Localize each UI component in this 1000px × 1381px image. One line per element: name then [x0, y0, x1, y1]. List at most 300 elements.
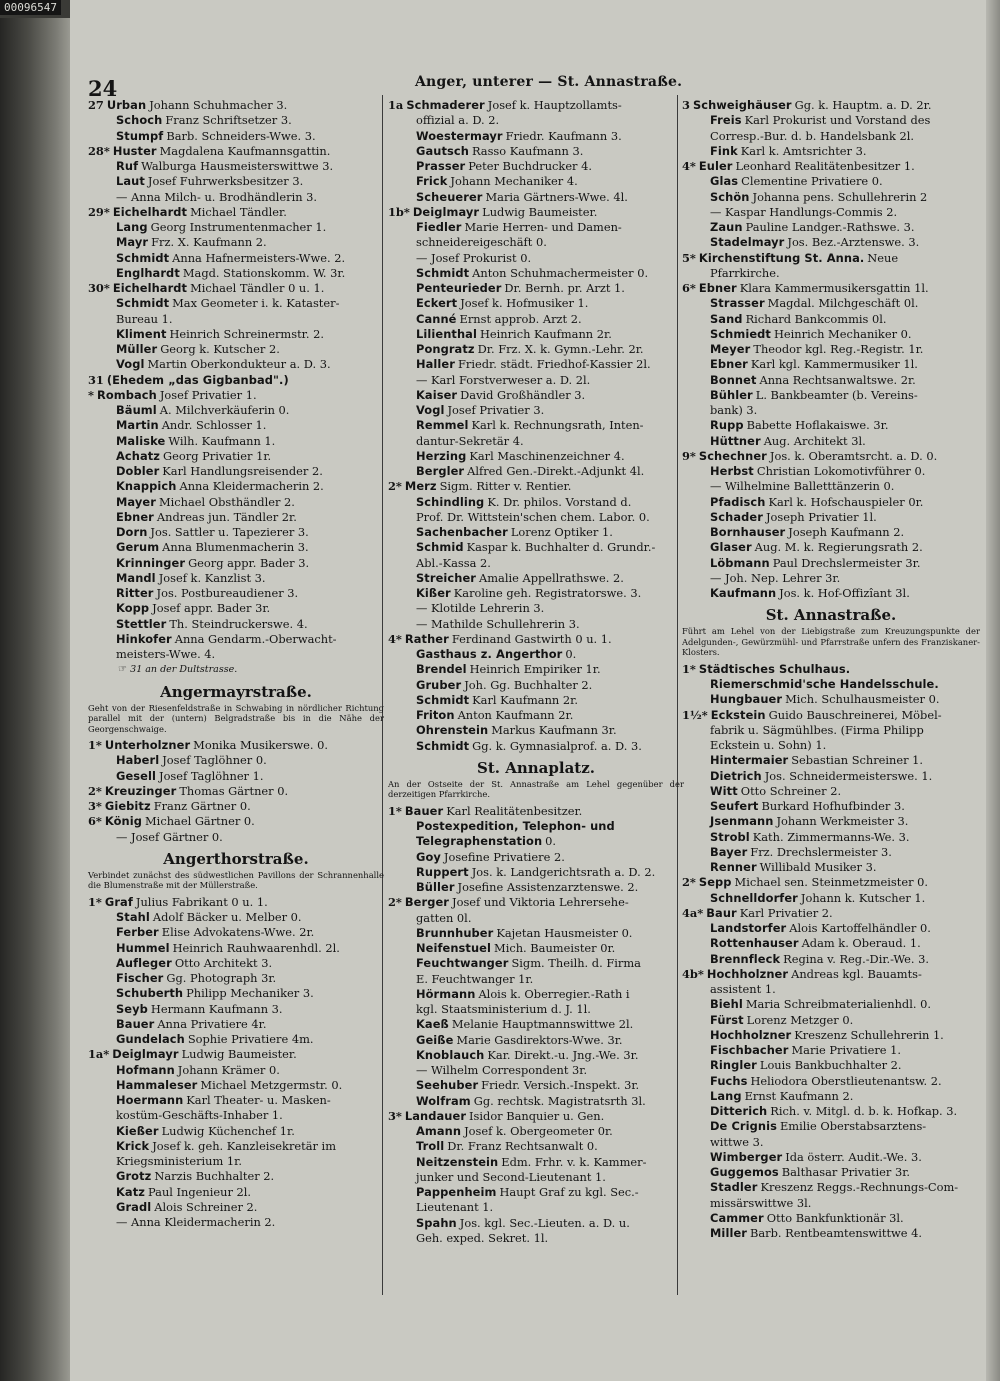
entry-details: Franz Gärtner 0.: [153, 799, 251, 813]
entry-details: Balthasar Privatier 3r.: [781, 1165, 911, 1179]
entry-surname: Bäuml: [116, 403, 157, 417]
entry-surname: Woestermayr: [416, 128, 503, 143]
entry-details: Anton Schuhmachermeister 0.: [472, 265, 649, 280]
entry-continuation: dantur-Sekretär 4.: [416, 433, 524, 448]
directory-entry: [388, 1139, 684, 1154]
entry-details: Michael sen. Steinmetzmeister 0.: [734, 875, 929, 890]
directory-entry: [388, 865, 684, 880]
directory-entry: [88, 799, 384, 814]
entry-surname: König: [104, 814, 143, 829]
entry-details: Karl Privatier 2.: [739, 905, 833, 920]
entry-continuation: missärswittwe 3l.: [710, 1195, 812, 1210]
directory-entry: [388, 739, 684, 754]
column-3: [682, 98, 980, 1241]
entry-details: Johann Krämer 0.: [177, 1062, 280, 1077]
entry-details: Karl k. Hofschauspieler 0r.: [768, 494, 924, 509]
entry-continuation: junker und Second-Lieutenant 1.: [416, 1169, 606, 1184]
directory-entry: [682, 662, 980, 677]
entry-details: Lorenz Optiker 1.: [510, 525, 613, 539]
entry-details: Kreszenz Reggs.-Rechnungs-Com-: [760, 1180, 959, 1195]
entry-details: Jos. kgl. Sec.-Lieuten. a. D. u.: [459, 1215, 630, 1230]
entry-details: Michael Metzgermstr. 0.: [200, 1077, 343, 1092]
entry-surname: Hochholzner: [710, 1027, 792, 1042]
directory-entry: [388, 926, 684, 941]
entry-surname: Miller: [710, 1226, 747, 1240]
directory-entry: [88, 617, 384, 632]
entry-details: Walburga Hausmeisterswittwe 3.: [141, 159, 334, 173]
entry-surname: Eichelhardt: [112, 204, 188, 219]
entry-details: Anna Blumenmacherin 3.: [162, 540, 309, 555]
house-number: 3*: [88, 799, 102, 813]
directory-entry: [388, 525, 684, 540]
entry-surname: Ritter: [116, 586, 154, 600]
entry-details: Sebastian Schreiner 1.: [791, 753, 924, 768]
directory-entry: [682, 1043, 980, 1058]
directory-entry: [388, 880, 684, 895]
directory-entry: [88, 479, 384, 494]
entry-surname: Dobler: [116, 464, 160, 478]
directory-entry: [388, 571, 684, 586]
entry-surname: Ruppert: [416, 864, 469, 879]
entry-details: Jos. Schneidermeisterswe. 1.: [764, 768, 933, 783]
directory-entry: [682, 845, 980, 860]
entry-surname: Martin: [116, 418, 159, 433]
entry-surname: Schuberth: [116, 986, 184, 1001]
directory-entry: [388, 327, 684, 342]
entry-surname: Cammer: [710, 1210, 764, 1225]
entry-continuation: — Anna Kleidermacherin 2.: [116, 1215, 276, 1229]
directory-entry: [88, 1002, 384, 1017]
directory-entry: [682, 251, 980, 266]
entry-details: Adam k. Oberaud. 1.: [801, 936, 921, 951]
entry-details: Mich. Schulhausmeister 0.: [785, 692, 940, 707]
entry-surname: Bauer: [116, 1016, 155, 1031]
street-note: [88, 662, 384, 677]
entry-details: Barb. Schneiders-Wwe. 3.: [166, 128, 316, 143]
house-number: 2*: [388, 895, 402, 910]
directory-entry: [682, 692, 980, 707]
entry-details: Richard Bankcommis 0l.: [745, 311, 887, 326]
entry-surname: Gerum: [116, 540, 160, 555]
entry-details: Anton Kaufmann 2r.: [457, 708, 574, 722]
entry-surname: Bornhauser: [710, 525, 786, 539]
directory-entry: [388, 479, 684, 494]
entry-surname: Fuchs: [710, 1073, 748, 1088]
entry-surname: Hoermann: [116, 1093, 184, 1107]
entry-continuation: fabrik u. Sägmühlbes. (Firma Philipp: [710, 722, 924, 737]
entry-details: Marie Herren- und Damen-: [464, 220, 622, 234]
entry-surname: Schön: [710, 189, 750, 204]
entry-details: Ida österr. Audit.-We. 3.: [785, 1149, 922, 1164]
entry-details: Aug. M. k. Regierungsrath 2.: [754, 540, 923, 555]
entry-details: Karl kgl. Kammermusiker 1l.: [750, 357, 918, 372]
directory-entry: [388, 220, 684, 235]
entry-surname: Ruf: [116, 159, 139, 173]
entry-details: Monika Musikerswe. 0.: [193, 738, 329, 752]
entry-surname: Schmid: [416, 540, 464, 555]
entry-details: Jos. k. Oberamtsrcht. a. D. 0.: [769, 448, 938, 463]
directory-entry: [682, 1226, 980, 1241]
entry-surname: Neifenstuel: [416, 941, 492, 955]
entry-details: Johann k. Kutscher 1.: [800, 890, 926, 905]
entry-details: Anna Kleidermacherin 2.: [179, 479, 324, 494]
entry-surname: Eckert: [416, 296, 458, 311]
directory-entry: [682, 997, 980, 1012]
scan-id-label: 00096547: [0, 0, 61, 15]
entry-surname: Gasthaus z. Angerthor: [416, 647, 563, 661]
directory-entry: [682, 525, 980, 540]
entry-surname: Katz: [116, 1184, 145, 1199]
entry-surname: Frick: [416, 174, 448, 189]
entry-details: Johanna pens. Schullehrerin 2: [752, 189, 928, 204]
entry-surname: Grotz: [116, 1169, 152, 1184]
house-number: 4a*: [682, 905, 704, 920]
entry-surname: Schindling: [416, 494, 485, 509]
entry-surname: Hammaleser: [116, 1077, 198, 1092]
directory-entry: [388, 1216, 684, 1231]
directory-entry: [388, 1078, 684, 1093]
entry-details: Josefine Privatiere 2.: [443, 849, 565, 864]
entry-surname: Freis: [710, 113, 742, 128]
directory-entry: [88, 388, 384, 403]
entry-surname: Kaeß: [416, 1017, 449, 1032]
entry-surname: Stadelmayr: [710, 235, 785, 250]
directory-entry: [388, 190, 684, 205]
entry-details: Frz. X. Kaufmann 2.: [151, 235, 267, 250]
directory-entry: [88, 601, 384, 616]
entry-details: A. Milchverkäuferin 0.: [159, 403, 290, 417]
entry-surname: Ringler: [710, 1058, 757, 1073]
directory-entry: [388, 296, 684, 311]
directory-entry: [88, 956, 384, 971]
house-number: 27: [88, 98, 104, 112]
directory-entry: [88, 510, 384, 525]
directory-entry: [682, 921, 980, 936]
house-number: 1a: [388, 98, 404, 112]
directory-entry: [682, 799, 980, 814]
entry-surname: Seufert: [710, 799, 759, 813]
directory-entry: [388, 586, 684, 601]
directory-entry: [88, 144, 384, 159]
entry-continuation: Pfarrkirche.: [710, 265, 780, 280]
entry-details: Andr. Schlosser 1.: [161, 418, 267, 433]
directory-entry: [388, 708, 684, 723]
entry-continuation: — Karl Forstverweser a. D. 2l.: [416, 372, 591, 387]
entry-details: Jos. Postbureaudiener 3.: [156, 586, 299, 600]
entry-surname: Pappenheim: [416, 1185, 497, 1199]
entry-details: Kath. Zimmermanns-We. 3.: [752, 829, 910, 844]
entry-surname: Mayer: [116, 494, 156, 509]
directory-entry: [388, 418, 684, 433]
entry-surname: Knappich: [116, 479, 177, 494]
entry-surname: Graf: [104, 894, 133, 909]
directory-entry: [682, 769, 980, 784]
entry-surname: Krick: [116, 1138, 150, 1153]
directory-entry: [682, 113, 980, 128]
entry-surname: Schoch: [116, 113, 163, 128]
entry-details: Karoline geh. Registratorswe. 3.: [453, 586, 642, 600]
entry-surname: Haller: [416, 357, 455, 372]
entry-details: Sophie Privatiere 4m.: [187, 1032, 314, 1046]
entry-details: L. Bankbeamter (b. Vereins-: [755, 387, 918, 402]
entry-details: Maria Schreibmaterialienhdl. 0.: [745, 997, 931, 1012]
entry-surname: Kreuzinger: [104, 783, 177, 798]
directory-entry: [388, 540, 684, 555]
entry-details: Marie Privatiere 1.: [791, 1043, 902, 1057]
entry-surname: Hintermaier: [710, 753, 789, 768]
entry-details: Paul Drechslermeister 3r.: [772, 555, 921, 570]
entry-surname: Seyb: [116, 1001, 148, 1016]
entry-surname: Laut: [116, 174, 145, 189]
page-number: 24: [88, 76, 118, 101]
entry-details: Josef k. Obergeometer 0r.: [464, 1124, 613, 1138]
entry-surname: Amann: [416, 1124, 462, 1138]
directory-entry: [682, 174, 980, 189]
entry-details: Pauline Landger.-Rathswe. 3.: [745, 220, 915, 234]
directory-entry: [682, 860, 980, 875]
entry-surname: Hochholzner: [706, 966, 789, 981]
entry-details: Otto Schreiner 2.: [740, 783, 842, 798]
entry-continuation: Kriegsministerium 1r.: [116, 1154, 242, 1168]
entry-surname: Achatz: [116, 448, 161, 463]
entry-surname: Gesell: [116, 768, 156, 783]
entry-surname: Brendel: [416, 662, 467, 677]
entry-surname: Schweighäuser: [692, 98, 792, 112]
entry-details: Philipp Mechaniker 3.: [186, 986, 314, 1001]
entry-surname: Lilienthal: [416, 326, 477, 341]
directory-entry: [388, 632, 684, 647]
entry-surname: Euler: [698, 159, 733, 173]
directory-entry: [88, 296, 384, 311]
entry-surname: Unterholzner: [104, 738, 191, 752]
entry-details: Gg. rechtsk. Magistratsrth 3l.: [473, 1093, 646, 1108]
entry-details: Clementine Privatiere 0.: [741, 174, 883, 189]
entry-surname: Wolfram: [416, 1093, 471, 1108]
entry-continuation: — Josef Gärtner 0.: [116, 829, 223, 844]
entry-surname: Maliske: [116, 433, 166, 448]
directory-entry: [682, 1165, 980, 1180]
entry-details: Heliodora Oberstlieutenantsw. 2.: [750, 1073, 942, 1088]
page-edge-shadow: [986, 0, 1000, 1381]
entry-details: Kaspar k. Buchhalter d. Grundr.-: [466, 540, 656, 555]
entry-surname: Schmidt: [116, 250, 170, 265]
entry-details: Josef k. geh. Kanzleisekretär im: [152, 1138, 337, 1153]
street-heading: Angermayrstraße.: [160, 682, 312, 701]
entry-details: Marie Gasdirektors-Wwe. 3r.: [456, 1032, 623, 1047]
entry-details: Michael Tändler 0 u. 1.: [190, 281, 325, 295]
entry-surname: Sepp: [698, 875, 732, 890]
entry-surname: Stadler: [710, 1180, 758, 1195]
entry-details: Gg. k. Hauptm. a. D. 2r.: [794, 98, 932, 112]
entry-details: Theodor kgl. Reg.-Registr. 1r.: [753, 342, 924, 356]
directory-entry: [88, 941, 384, 956]
pointing-hand-icon: ☞: [118, 664, 131, 676]
entry-details: Georg appr. Bader 3.: [188, 555, 310, 570]
entry-surname: Schader: [710, 509, 763, 524]
street-heading: St. Annaplatz.: [477, 758, 595, 777]
entry-surname: Jsenmann: [710, 814, 774, 829]
entry-details: Magd. Stationskomm. W. 3r.: [182, 265, 346, 280]
entry-surname: Sand: [710, 311, 743, 326]
directory-entry: [388, 941, 684, 956]
entry-details: Sigm. Ritter v. Rentier.: [439, 479, 572, 494]
directory-entry: [88, 464, 384, 479]
entry-surname: Eichelhardt: [112, 281, 188, 295]
directory-entry: [682, 388, 980, 403]
entry-details: Jos. Sattler u. Tapezierer 3.: [150, 525, 309, 539]
entry-details: Karl k. Amtsrichter 3.: [740, 143, 867, 158]
entry-details: Magdalena Kaufmannsgattin.: [159, 143, 331, 158]
directory-entry: [88, 525, 384, 540]
entry-details: Georg Privatier 1r.: [163, 448, 272, 463]
directory-entry: [88, 986, 384, 1001]
entry-details: Markus Kaufmann 3r.: [491, 723, 617, 738]
directory-entry: [388, 266, 684, 281]
entry-surname: Lang: [710, 1088, 742, 1103]
directory-entry: [88, 98, 384, 113]
entry-details: Kreszenz Schullehrerin 1.: [794, 1027, 944, 1042]
entry-surname: Seehuber: [416, 1078, 479, 1093]
directory-entry: [682, 556, 980, 571]
entry-surname: De Crignis: [710, 1119, 777, 1134]
entry-details: Thomas Gärtner 0.: [179, 783, 289, 798]
directory-entry: [388, 1017, 684, 1032]
entry-surname: Bühler: [710, 387, 753, 402]
entry-surname: Hinkofer: [116, 631, 172, 646]
entry-surname: Gautsch: [416, 143, 469, 158]
entry-continuation: — Wilhelmine Balletttänzerin 0.: [710, 479, 895, 494]
entry-surname: Brennfleck: [710, 951, 781, 966]
entry-surname: Mandl: [116, 570, 156, 585]
entry-surname: Scheuerer: [416, 189, 483, 204]
directory-entry: [388, 850, 684, 865]
house-number: 4*: [388, 631, 402, 646]
entry-details: Burkard Hofhufbinder 3.: [761, 799, 905, 813]
directory-entry: [682, 495, 980, 510]
directory-entry: [388, 388, 684, 403]
entry-details: Anna Rechtsanwaltswe. 2r.: [759, 372, 916, 387]
directory-page: [70, 0, 1000, 1381]
entry-details: Gg. k. Gymnasialprof. a. D. 3.: [472, 738, 642, 753]
entry-surname: Schmidt: [416, 265, 470, 280]
directory-entry: [682, 464, 980, 479]
entry-details: Friedr. Kaufmann 3.: [505, 128, 622, 143]
entry-surname: Hüttner: [710, 433, 761, 448]
entry-details: Barb. Rentbeamtenswittwe 4.: [750, 1226, 923, 1240]
entry-surname: Merz: [404, 479, 437, 494]
directory-entry: [388, 129, 684, 144]
entry-details: Andreas jun. Tändler 2r.: [156, 509, 297, 524]
entry-continuation: kostüm-Geschäfts-Inhaber 1.: [116, 1108, 283, 1123]
entry-continuation: assistent 1.: [710, 982, 776, 996]
entry-surname: Bergler: [416, 464, 465, 478]
entry-surname: Ebner: [698, 281, 737, 295]
entry-surname: Neitzenstein: [416, 1154, 499, 1169]
directory-entry: [682, 1180, 980, 1195]
directory-entry: [88, 1124, 384, 1139]
entry-details: Kar. Direkt.-u. Jng.-We. 3r.: [487, 1047, 639, 1062]
house-number: 6*: [682, 281, 696, 295]
house-number: 4b*: [682, 966, 704, 981]
house-number: 3*: [388, 1108, 402, 1123]
directory-entry: [682, 235, 980, 250]
entry-surname: Zaun: [710, 220, 743, 234]
entry-surname: Kißer: [416, 586, 451, 600]
directory-entry: [682, 1150, 980, 1165]
entry-details: Klara Kammermusikersgattin 1l.: [739, 281, 929, 295]
directory-entry: [388, 403, 684, 418]
directory-entry: [388, 312, 684, 327]
entry-surname: Glaser: [710, 540, 752, 555]
entry-surname: (Ehedem „das Gigbanbad".): [106, 372, 289, 387]
entry-surname: Kießer: [116, 1123, 159, 1138]
entry-surname: Goy: [416, 849, 441, 864]
directory-entry: [88, 235, 384, 250]
entry-details: Joseph Kaufmann 2.: [788, 525, 905, 539]
directory-entry: [388, 693, 684, 708]
directory-entry: [682, 1058, 980, 1073]
entry-details: Alois k. Oberregier.-Rath i: [478, 986, 630, 1001]
directory-entry: [388, 1048, 684, 1063]
entry-surname: Remmel: [416, 418, 469, 433]
entry-continuation: wittwe 3.: [710, 1134, 764, 1149]
directory-entry: [682, 418, 980, 433]
entry-surname: Glas: [710, 174, 739, 189]
entry-surname: Fischer: [116, 971, 164, 985]
entry-details: Josef k. Hofmusiker 1.: [460, 296, 589, 311]
directory-entry: [388, 174, 684, 189]
entry-details: Josef Privatier 3.: [447, 403, 545, 417]
directory-entry: [388, 342, 684, 357]
directory-entry: [88, 1032, 384, 1047]
entry-continuation: — Joh. Nep. Lehrer 3r.: [710, 570, 841, 585]
entry-surname: Kliment: [116, 326, 167, 341]
entry-details: Elise Advokatens-Wwe. 2r.: [161, 925, 315, 940]
street-heading: St. Annastraße.: [765, 606, 897, 625]
directory-entry: [88, 895, 384, 910]
entry-surname: Sachenbacher: [416, 525, 508, 539]
entry-details: Anna Hafnermeisters-Wwe. 2.: [172, 250, 346, 265]
entry-surname: Spahn: [416, 1215, 457, 1230]
street-description: Führt am Lehel von der Liebigstraße zum Kreuzungspunkte der Adelgunden-, Gewürzmühl- und Pfarrstraße unfern des Franziskaner-Klosters.: [682, 626, 980, 658]
entry-details: Dr. Franz Rechtsanwalt 0.: [447, 1139, 598, 1154]
entry-details: Ludwig Baumeister.: [181, 1047, 297, 1062]
directory-entry: [88, 1063, 384, 1078]
directory-entry: [88, 266, 384, 281]
house-number: 1*: [88, 738, 102, 752]
entry-surname: Huster: [112, 143, 157, 158]
entry-details: Jos. Bez.-Arztenswe. 3.: [787, 235, 920, 250]
entry-details: Mich. Baumeister 0r.: [494, 941, 616, 955]
column-2: [388, 98, 684, 1246]
directory-entry: [682, 708, 980, 723]
directory-entry: [682, 753, 980, 768]
entry-continuation: bank) 3.: [710, 403, 758, 417]
directory-entry: [682, 434, 980, 449]
entry-surname: Haberl: [116, 753, 160, 768]
directory-entry: [88, 327, 384, 342]
directory-entry: [88, 1093, 384, 1108]
entry-surname: Fiedler: [416, 220, 462, 234]
entry-details: Josef Privatier 1.: [159, 387, 257, 402]
entry-surname: Meyer: [710, 342, 751, 356]
entry-details: Josef Fuhrwerksbesitzer 3.: [147, 174, 304, 189]
entry-details: Karl Kaufmann 2r.: [472, 692, 578, 707]
entry-continuation: — Wilhelm Correspondent 3r.: [416, 1063, 588, 1077]
entry-details: Gg. Photograph 3r.: [166, 971, 277, 985]
directory-entry: [682, 936, 980, 951]
entry-details: Narzis Buchhalter 2.: [154, 1169, 275, 1184]
